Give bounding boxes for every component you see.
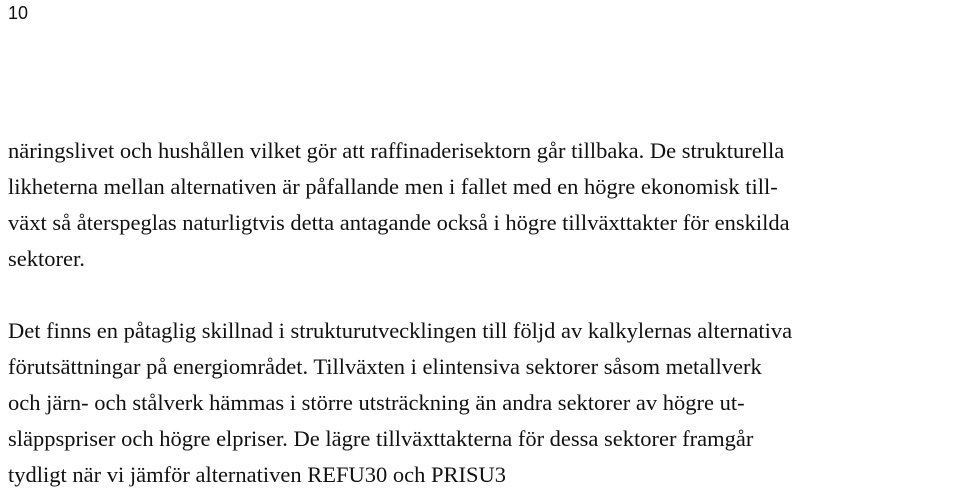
paragraph-2-line-4: släppspriser och högre elpriser. De lägre tillväxttakterna för dessa sektorer framgår <box>8 426 754 451</box>
paragraph-1-line-2: likheterna mellan alternativen är påfallande men i fallet med en högre ekonomisk till- <box>8 174 778 199</box>
paragraph-2-line-5: tydligt när vi jämför alternativen REFU30 och PRISU3 <box>8 462 507 487</box>
paragraph-1-line-1: näringslivet och hushållen vilket gör att raffinaderisektorn går tillbaka. De strukturella <box>8 138 785 163</box>
paragraph-1-line-3: växt så återspeglas naturligtvis detta antagande också i högre tillväxttakter för enskilda <box>8 210 790 235</box>
paragraph-2 <box>8 313 956 493</box>
page-number: 10 <box>8 3 29 23</box>
paragraph-2-line-3: och järn- och stålverk hämmas i större utsträckning än andra sektorer av högre ut- <box>8 390 745 415</box>
paragraph-1 <box>8 133 956 277</box>
paragraph-2-line-1: Det finns en påtaglig skillnad i strukturutvecklingen till följd av kalkylernas alternativa <box>8 318 793 343</box>
paragraph-1-line-4: sektorer. <box>8 246 85 271</box>
paragraph-2-line-2: förutsättningar på energiområdet. Tillväxten i elintensiva sektorer såsom metallverk <box>8 354 762 379</box>
